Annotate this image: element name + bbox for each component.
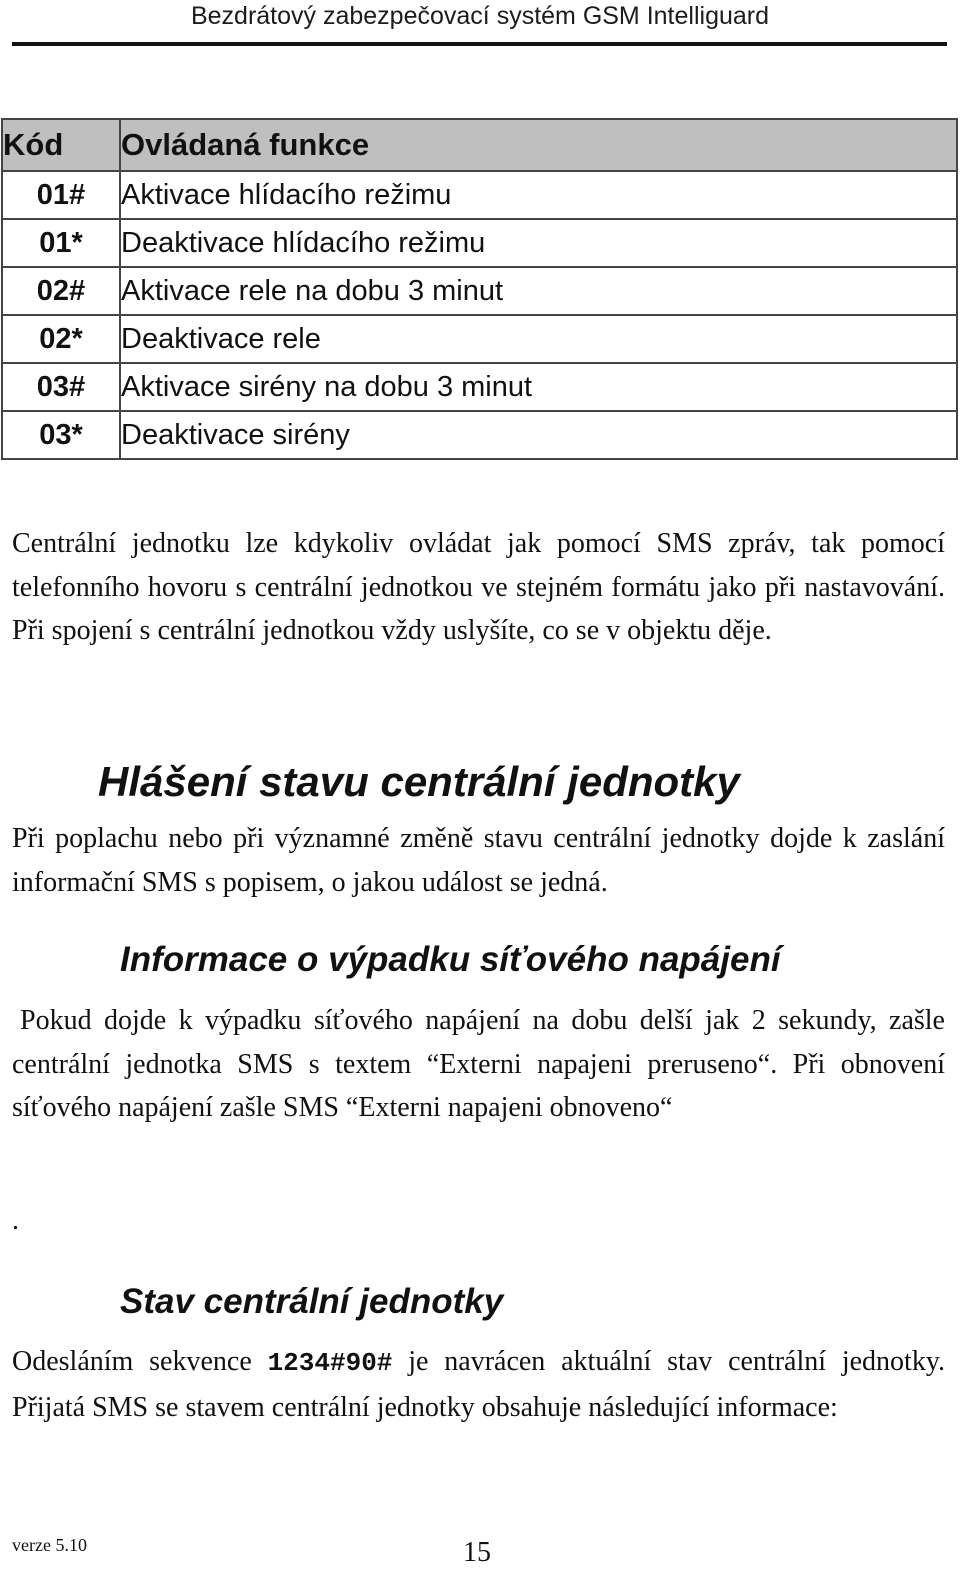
column-header-function: Ovládaná funkce [120,119,957,171]
unit-state-text-before: Odesláním sekvence [12,1346,268,1377]
page-number: 15 [463,1537,491,1568]
function-cell: Aktivace hlídacího režimu [120,171,957,219]
intro-paragraph: Centrální jednotku lze kdykoliv ovládat jak pomocí SMS zpráv, tak pomocí telefonního hovoru s centrální jednotkou ve stejném formátu jako při nastavování. Při spojení s centrální jednotkou vždy uslyšíte, co se v objektu děje. [12,528,945,646]
code-cell: 02# [2,267,120,315]
table-header-row [2,119,957,171]
table-row [2,411,957,459]
page-header-title: Bezdrátový zabezpečovací systém GSM Intelliguard [190,2,770,30]
section-heading-unit-state: Stav centrální jednotky [120,1282,504,1321]
table-row [2,363,957,411]
footer-version: verze 5.10 [12,1535,87,1555]
unit-state-text-after: je navrácen aktuální stav centrální jednotky. Přijatá SMS se stavem centrální jednotky obsahuje následující informace: [12,1346,946,1423]
column-header-code: Kód [2,119,120,171]
section-heading-status-report: Hlášení stavu centrální jednotky [98,758,740,805]
section-heading-power-failure: Informace o výpadku síťového napájení [120,940,781,979]
code-cell: 02* [2,315,120,363]
function-cell: Deaktivace rele [120,315,957,363]
table-row [2,267,957,315]
function-cell: Aktivace rele na dobu 3 minut [120,267,957,315]
table-row [2,315,957,363]
code-cell: 01* [2,219,120,267]
table-row [2,219,957,267]
status-report-paragraph: Při poplachu nebo při významné změně stavu centrální jednotky dojde k zaslání informační SMS s popisem, o jakou událost se jedná. [12,823,945,898]
codes-table [1,118,958,460]
function-cell: Deaktivace hlídacího režimu [120,219,957,267]
unit-state-paragraph [12,1340,945,1429]
code-cell: 03# [2,363,120,411]
function-cell: Aktivace sirény na dobu 3 minut [120,363,957,411]
code-cell: 01# [2,171,120,219]
function-cell: Deaktivace sirény [120,411,957,459]
header-divider [12,42,947,46]
power-failure-paragraph: Pokud dojde k výpadku síťového napájení na dobu delší jak 2 sekundy, zašle centrální jednotka SMS s textem “Externi napajeni preruseno“. Při obnovení síťového napájení zašle SMS “Externi napajeni obnoveno“ [12,1005,945,1123]
table-row [2,171,957,219]
status-sequence-code: 1234#90# [267,1348,393,1378]
trailing-dot: . [12,1205,19,1236]
code-cell: 03* [2,411,120,459]
